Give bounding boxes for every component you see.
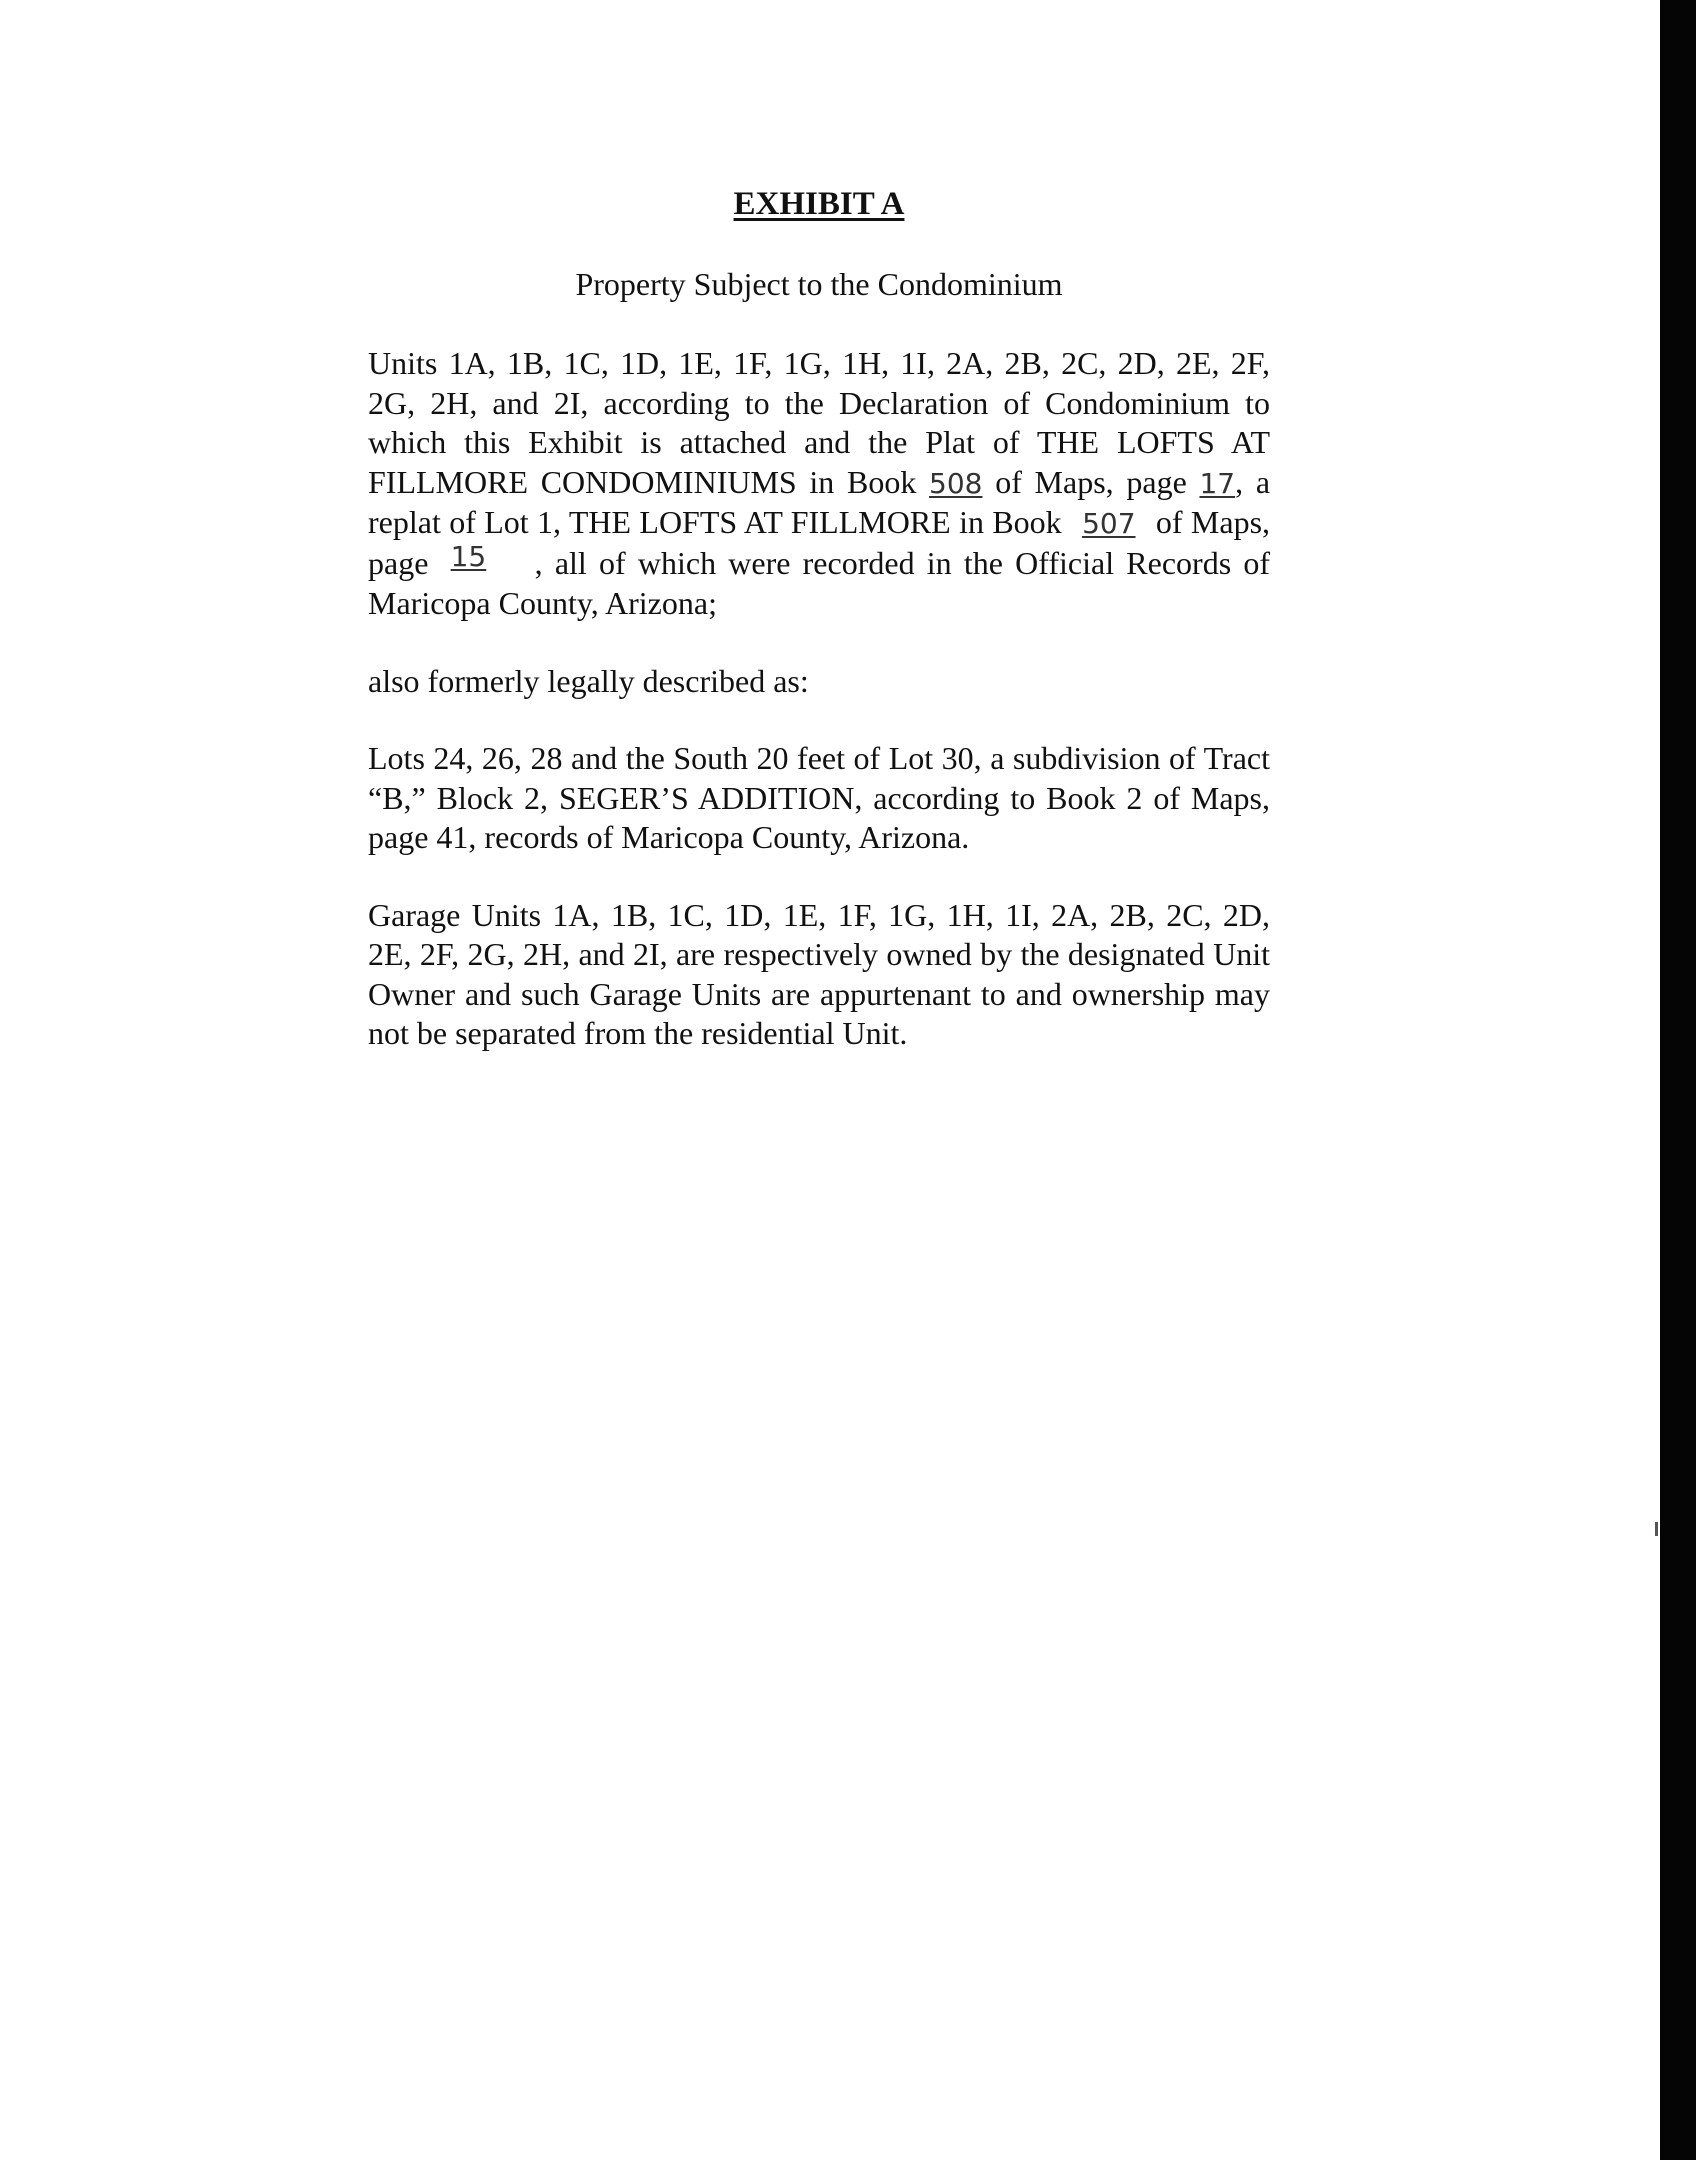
units-text-replat: , a replat of Lot 1, THE LOFTS AT FILLMORE in Book	[368, 463, 1271, 540]
book-number-blank: 508	[929, 466, 983, 500]
garage-units-paragraph: Garage Units 1A, 1B, 1C, 1D, 1E, 1F, 1G, 1H, 1I, 2A, 2B, 2C, 2D, 2E, 2F, 2G, 2H, and 2I, are respectively owned by the designated Unit Owner and such Garage Units are appurtenant to and ownership may not be separated from the residential Unit.	[368, 896, 1270, 1051]
scan-speck	[1655, 1522, 1658, 1536]
units-text-end: , all of which were recorded in the Official Records of Maricopa County, Arizona;	[368, 544, 1270, 621]
exhibit-subtitle: Property Subject to the Condominium	[575, 266, 1063, 302]
units-text-start: Units 1A, 1B, 1C, 1D, 1E, 1F, 1G, 1H, 1I, 2A, 2B, 2C, 2D, 2E, 2F, 2G, 2H, and 2I, according to the Declaration of Condominium to which this Exhibit is attached and the Plat of THE LOFTS AT FILLMORE CONDOMINIUMS in Book	[368, 345, 1270, 500]
page-number-blank: 17	[1199, 466, 1236, 500]
units-text-replat-maps: of Maps, page	[368, 504, 1271, 581]
replat-page-blank: 15	[450, 539, 487, 573]
document-page	[368, 184, 1270, 1054]
units-text-maps-page: of Maps, page	[995, 463, 1187, 500]
scan-edge-border	[1660, 0, 1696, 2160]
replat-book-blank: 507	[1082, 507, 1136, 540]
former-description-intro: also formerly legally described as:	[368, 662, 809, 699]
lots-paragraph: Lots 24, 26, 28 and the South 20 feet of Lot 30, a subdivision of Tract “B,” Block 2, SEGER’S ADDITION, according to Book 2 of Maps, page 41, records of Maricopa County, Arizona.	[368, 740, 1270, 855]
units-paragraph	[368, 344, 1270, 624]
exhibit-title: EXHIBIT A	[733, 186, 905, 222]
